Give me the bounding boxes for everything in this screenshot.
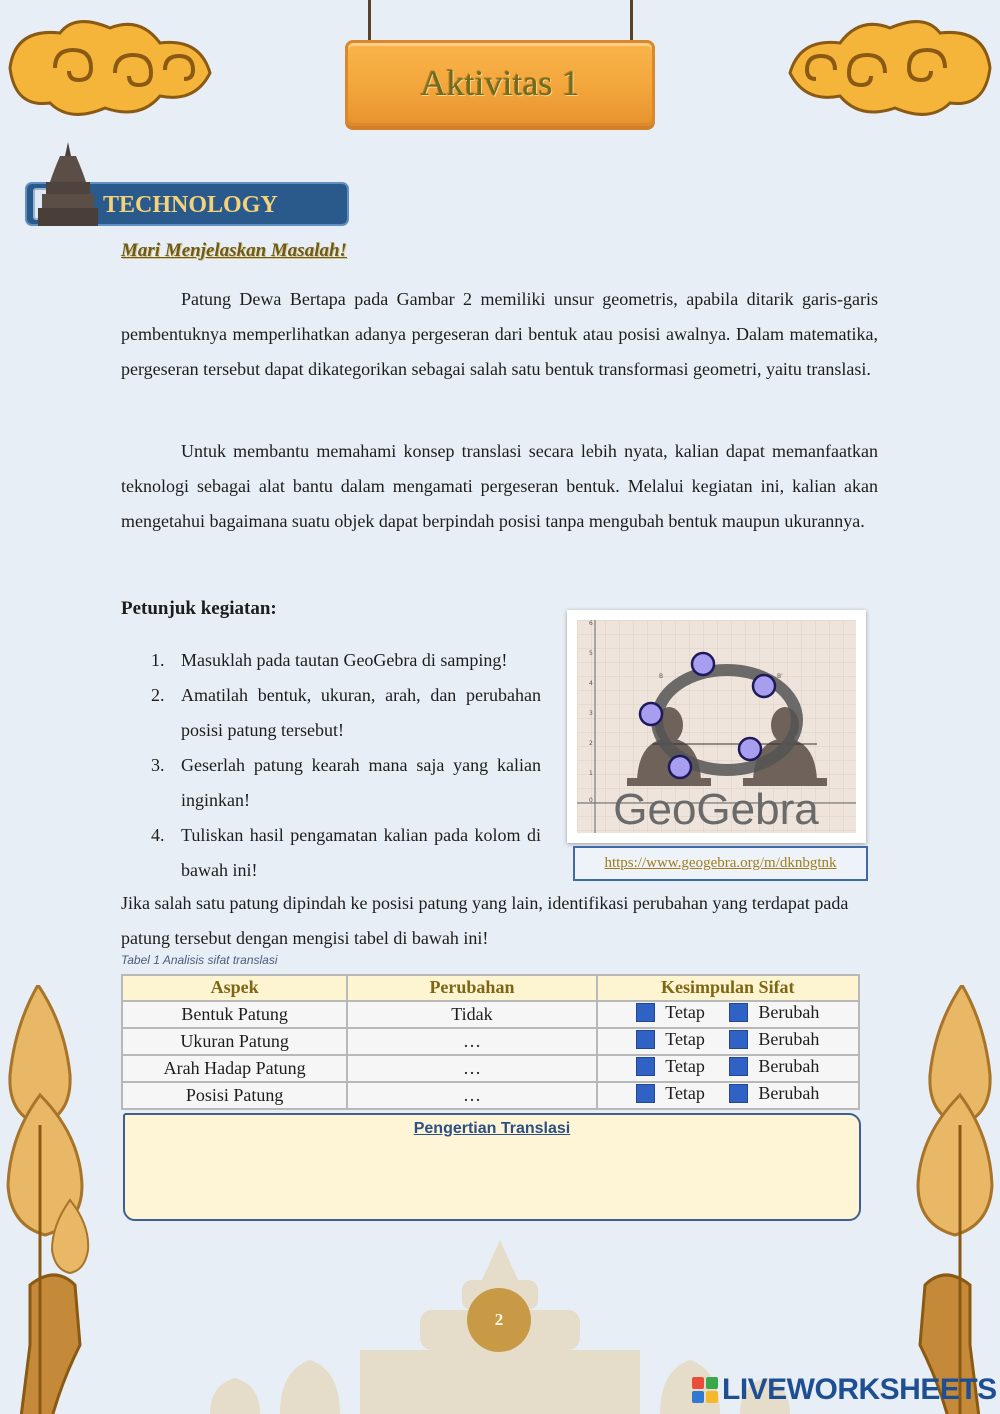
tetap-checkbox[interactable]: [636, 1057, 655, 1076]
tetap-checkbox[interactable]: [636, 1003, 655, 1022]
page-number: 2: [494, 1310, 504, 1329]
table-row: [122, 1082, 859, 1109]
geogebra-preview[interactable]: [567, 610, 866, 843]
table-caption: Tabel 1 Analisis sifat translasi: [121, 953, 278, 967]
table-row: [122, 1001, 859, 1028]
stupa-icon: [38, 142, 98, 226]
tetap-checkbox[interactable]: [636, 1084, 655, 1103]
tetap-label: Tetap: [665, 1028, 705, 1049]
header-aspek: Aspek: [122, 975, 347, 1001]
pengertian-title: Pengertian Translasi: [413, 1120, 571, 1137]
table-header-row: [122, 975, 859, 1001]
geogebra-link-box: [573, 846, 868, 881]
berubah-label: Berubah: [758, 1055, 820, 1076]
header-perubahan: Perubahan: [347, 975, 596, 1001]
geogebra-logo-text: GeoGebra: [613, 785, 819, 833]
liveworksheets-logo: [692, 1373, 997, 1407]
header-kesimpulan: Kesimpulan Sifat: [597, 975, 859, 1001]
liveworksheets-logo-icon: [692, 1377, 718, 1403]
berubah-label: Berubah: [758, 1001, 820, 1022]
subheading: Mari Menjelaskan Masalah!: [121, 240, 347, 261]
cell-perubahan[interactable]: …: [347, 1055, 596, 1082]
geogebra-link[interactable]: https://www.geogebra.org/m/dknbgtnk: [604, 855, 837, 871]
table-row: [122, 1055, 859, 1082]
cell-aspek: Ukuran Patung: [122, 1028, 347, 1055]
pengertian-input[interactable]: [135, 1147, 849, 1209]
cloud-ornament-left: [0, 8, 220, 128]
axis-label: 5: [589, 650, 593, 657]
tetap-label: Tetap: [665, 1082, 705, 1103]
step-text: Tuliskan hasil pengamatan kalian pada kolom di bawah ini!: [181, 825, 541, 880]
axis-label: 3: [589, 710, 593, 717]
berubah-checkbox[interactable]: [729, 1084, 748, 1103]
list-item: [146, 818, 541, 888]
list-item: [146, 748, 541, 818]
cell-kesimpulan: [597, 1028, 859, 1055]
brand-text: LIVEWORKSHEETS: [722, 1373, 997, 1406]
axis-label: 6: [589, 620, 593, 627]
paragraph-2: Untuk membantu memahami konsep translasi secara lebih nyata, kalian dapat memanfaatkan teknologi sebagai alat bantu dalam mengamati pergeseran bentuk. Melalui kegiatan ini, kalian akan mengetahui bagaimana suatu objek dapat berpindah posisi tanpa mengubah bentuk maupun ukurannya.: [121, 441, 878, 531]
sifat-table: [121, 974, 860, 1110]
page-title: Aktivitas 1: [420, 63, 580, 103]
berubah-label: Berubah: [758, 1082, 820, 1103]
wayang-ornament-right: [890, 985, 1000, 1414]
cell-perubahan: Tidak: [347, 1001, 596, 1028]
section-label: TECHNOLOGY: [103, 192, 278, 218]
title-board: [345, 40, 655, 126]
step-number: 4.: [151, 825, 165, 845]
cell-aspek: Arah Hadap Patung: [122, 1055, 347, 1082]
axis-label: 4: [589, 680, 593, 687]
step-text: Amatilah bentuk, ukuran, arah, dan perubahan posisi patung tersebut!: [181, 685, 541, 740]
axis-label: 1: [589, 770, 593, 777]
petunjuk-heading: Petunjuk kegiatan:: [121, 598, 277, 619]
point-label: B: [659, 673, 664, 680]
berubah-checkbox[interactable]: [729, 1057, 748, 1076]
cloud-ornament-right: [780, 8, 1000, 128]
cell-kesimpulan: [597, 1082, 859, 1109]
step-number: 1.: [151, 650, 165, 670]
cell-aspek: Bentuk Patung: [122, 1001, 347, 1028]
point-label: B': [777, 673, 783, 680]
step-text: Masuklah pada tautan GeoGebra di samping!: [181, 650, 508, 670]
tetap-label: Tetap: [665, 1055, 705, 1076]
step-number: 3.: [151, 755, 165, 775]
tetap-label: Tetap: [665, 1001, 705, 1022]
cell-aspek: Posisi Patung: [122, 1082, 347, 1109]
tetap-checkbox[interactable]: [636, 1030, 655, 1049]
cell-kesimpulan: [597, 1055, 859, 1082]
step-text: Geserlah patung kearah mana saja yang kalian inginkan!: [181, 755, 541, 810]
step-number: 2.: [151, 685, 165, 705]
page-number-badge: [467, 1288, 531, 1352]
wayang-ornament-left: [0, 985, 110, 1414]
instruction-text: Jika salah satu patung dipindah ke posisi patung yang lain, identifikasi perubahan yang terdapat pada patung tersebut dengan mengisi tabel di bawah ini!: [121, 893, 849, 948]
cell-perubahan[interactable]: …: [347, 1028, 596, 1055]
paragraph-1: Patung Dewa Bertapa pada Gambar 2 memiliki unsur geometris, apabila ditarik garis-garis pembentuknya memperlihatkan adanya pergeseran dari bentuk atau posisi awalnya. Dalam matematika, pergeseran tersebut dapat dikategorikan sebagai salah satu bentuk transformasi geometri, yaitu translasi.: [121, 289, 878, 379]
berubah-checkbox[interactable]: [729, 1003, 748, 1022]
list-item: [146, 643, 541, 678]
pengertian-box: [123, 1113, 861, 1221]
steps-list: [146, 643, 541, 888]
axis-label: 2: [589, 740, 593, 747]
list-item: [146, 678, 541, 748]
axis-label: 0: [589, 797, 593, 804]
berubah-label: Berubah: [758, 1028, 820, 1049]
cell-perubahan[interactable]: …: [347, 1082, 596, 1109]
berubah-checkbox[interactable]: [729, 1030, 748, 1049]
geogebra-applet-image: [577, 620, 856, 833]
table-row: [122, 1028, 859, 1055]
cell-kesimpulan: [597, 1001, 859, 1028]
